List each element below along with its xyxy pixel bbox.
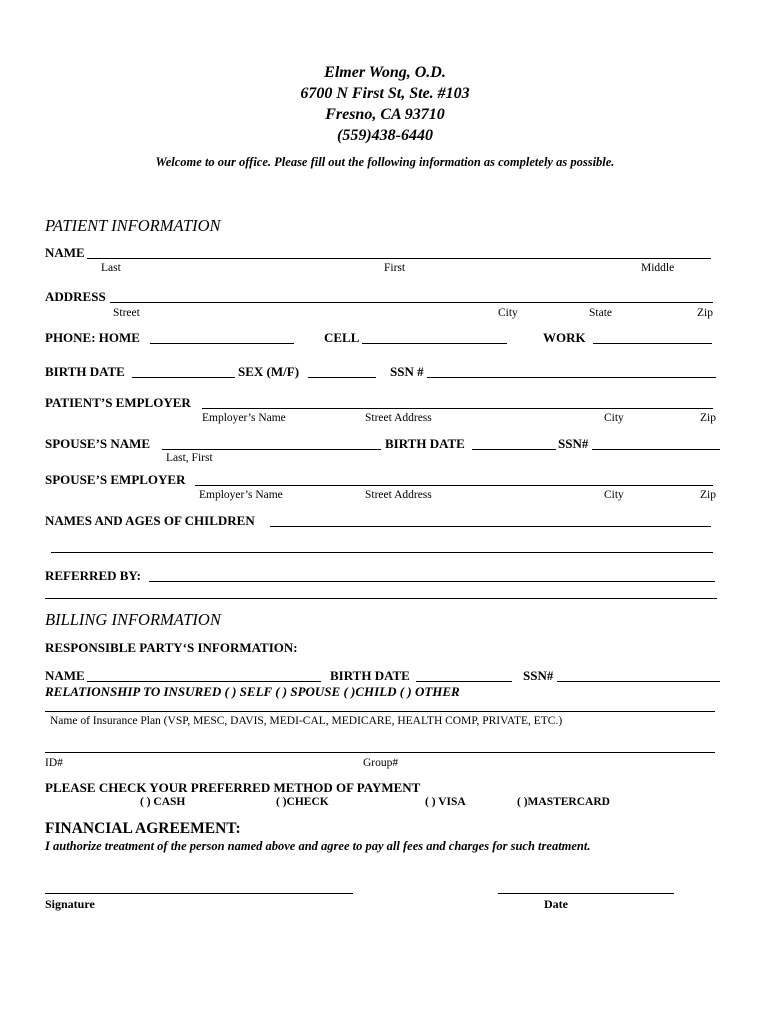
- insurance-plan-field[interactable]: [45, 711, 715, 712]
- financial-agreement-statement: I authorize treatment of the person named above and agree to pay all fees and charges for such treatment.: [45, 839, 591, 853]
- billing-birth-field[interactable]: [416, 681, 512, 682]
- spouse-ssn-label: SSN#: [558, 436, 589, 451]
- employer-sub-zip: Zip: [700, 412, 716, 424]
- id-group-field[interactable]: [45, 752, 715, 753]
- patient-name-field[interactable]: [87, 258, 711, 259]
- ssn-field[interactable]: [427, 377, 716, 378]
- responsible-party-label: RESPONSIBLE PARTY‘S INFORMATION:: [45, 640, 298, 655]
- spouse-employer-sub-name: Employer’s Name: [199, 489, 283, 501]
- id-label: ID#: [45, 757, 63, 769]
- patient-employer-field[interactable]: [202, 408, 713, 409]
- insurance-plan-label: Name of Insurance Plan (VSP, MESC, DAVIS, MEDI-CAL, MEDICARE, HEALTH COMP, PRIVATE, ETC.): [50, 715, 563, 727]
- referred-by-label: REFERRED BY:: [45, 568, 141, 583]
- office-city: Fresno, CA 93710: [325, 106, 445, 123]
- billing-ssn-field[interactable]: [557, 681, 720, 682]
- financial-agreement-title: FINANCIAL AGREEMENT:: [45, 820, 241, 837]
- spouse-employer-sub-zip: Zip: [700, 489, 716, 501]
- spouse-employer-sub-city: City: [604, 489, 624, 501]
- birth-date-label: BIRTH DATE: [45, 364, 125, 379]
- sex-field[interactable]: [308, 377, 376, 378]
- spouse-birth-label: BIRTH DATE: [385, 436, 465, 451]
- address-sub-zip: Zip: [697, 307, 713, 319]
- birth-date-field[interactable]: [132, 377, 235, 378]
- signature-field[interactable]: [45, 893, 353, 894]
- payment-option-cash[interactable]: ( ) CASH: [140, 796, 186, 808]
- group-label: Group#: [363, 757, 399, 769]
- relationship-to-insured[interactable]: RELATIONSHIP TO INSURED ( ) SELF ( ) SPOUSE ( )CHILD ( ) OTHER: [45, 684, 460, 699]
- payment-option-visa[interactable]: ( ) VISA: [425, 796, 466, 808]
- date-field[interactable]: [498, 893, 674, 894]
- office-street: 6700 N First St, Ste. #103: [300, 85, 470, 102]
- welcome-text: Welcome to our office. Please fill out the following information as completely as possible.: [155, 155, 615, 169]
- address-field[interactable]: [110, 302, 713, 303]
- employer-sub-street: Street Address: [365, 412, 432, 424]
- sex-label: SEX (M/F): [238, 364, 300, 379]
- spouse-ssn-field[interactable]: [592, 449, 720, 450]
- spouse-name-sub: Last, First: [166, 452, 213, 464]
- spouse-employer-sub-street: Street Address: [365, 489, 432, 501]
- phone-home-field[interactable]: [150, 343, 294, 344]
- cell-label: CELL: [324, 330, 360, 345]
- referred-by-field-line-2[interactable]: [45, 598, 717, 599]
- name-sub-last: Last: [101, 262, 121, 274]
- patient-section-title: PATIENT INFORMATION: [45, 216, 221, 235]
- spouse-name-field[interactable]: [162, 449, 381, 450]
- address-sub-state: State: [589, 307, 612, 319]
- phone-home-label: PHONE: HOME: [45, 330, 140, 345]
- billing-name-label: NAME: [45, 668, 85, 683]
- office-phone: (559)438-6440: [337, 127, 433, 144]
- name-sub-first: First: [384, 262, 406, 274]
- billing-birth-label: BIRTH DATE: [330, 668, 410, 683]
- referred-by-field[interactable]: [149, 581, 715, 582]
- billing-section-title: BILLING INFORMATION: [45, 610, 221, 629]
- address-label: ADDRESS: [45, 289, 106, 304]
- work-field[interactable]: [593, 343, 712, 344]
- spouse-name-label: SPOUSE’S NAME: [45, 436, 151, 451]
- children-field[interactable]: [270, 526, 711, 527]
- spouse-employer-field[interactable]: [195, 485, 713, 486]
- billing-name-field[interactable]: [87, 681, 321, 682]
- ssn-label: SSN #: [390, 364, 424, 379]
- children-field-line-2[interactable]: [51, 552, 713, 553]
- payment-option-mastercard[interactable]: ( )MASTERCARD: [517, 796, 610, 808]
- name-sub-middle: Middle: [641, 262, 675, 274]
- employer-sub-city: City: [604, 412, 624, 424]
- cell-field[interactable]: [362, 343, 507, 344]
- signature-label: Signature: [45, 897, 95, 911]
- date-label: Date: [544, 897, 568, 911]
- spouse-employer-label: SPOUSE’S EMPLOYER: [45, 472, 186, 487]
- work-label: WORK: [543, 330, 586, 345]
- billing-ssn-label: SSN#: [523, 668, 554, 683]
- children-label: NAMES AND AGES OF CHILDREN: [45, 513, 255, 528]
- doctor-name: Elmer Wong, O.D.: [324, 64, 446, 81]
- patient-name-label: NAME: [45, 245, 85, 260]
- address-sub-city: City: [498, 307, 518, 319]
- spouse-birth-field[interactable]: [472, 449, 556, 450]
- employer-sub-name: Employer’s Name: [202, 412, 286, 424]
- patient-employer-label: PATIENT’S EMPLOYER: [45, 395, 191, 410]
- address-sub-street: Street: [113, 307, 140, 319]
- payment-method-label: PLEASE CHECK YOUR PREFERRED METHOD OF PAYMENT: [45, 780, 421, 795]
- payment-option-check[interactable]: ( )CHECK: [276, 796, 329, 808]
